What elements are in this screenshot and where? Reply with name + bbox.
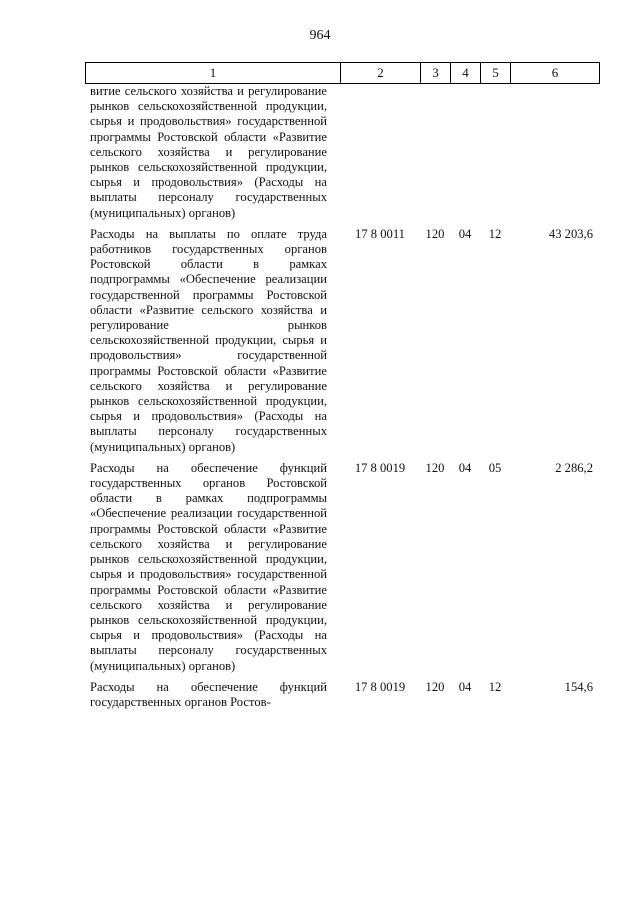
row-rz: 04 <box>458 226 472 241</box>
row-description: Расходы на обеспечение функций государственных органов Ростов- <box>90 679 327 709</box>
row-description: Расходы на обеспечение функций государственных органов Ростовской области в рамках подпрограммы «Обеспечение реализации государственной программы Ростовской области «Развитие сельского хозяйства и регулирование рынков сельскохозяйственной продукции, сырья и продовольствия» государственной программы Ростовской области «Развитие сельского хозяйства и регулирование рынков сельскохозяйственной продукции, сырья и продовольствия» (Расходы на выплаты персоналу государственных (муниципальных) органов) <box>90 460 327 673</box>
row-rz: 04 <box>458 460 472 475</box>
header-col-1: 1 <box>86 63 341 83</box>
table-row <box>85 680 600 710</box>
row-pr: 12 <box>488 679 502 694</box>
row-vr: 120 <box>425 460 445 475</box>
table-row <box>85 84 600 221</box>
header-col-3: 3 <box>421 63 451 83</box>
header-col-2: 2 <box>341 63 421 83</box>
row-rz <box>450 84 480 221</box>
row-pr: 12 <box>488 226 502 241</box>
row-description: Расходы на выплаты по оплате труда работников государственных органов Ростовской области в рамках подпрограммы «Обеспечение реализации государственной программы Ростовской области «Развитие сельского хозяйства и регулирование рынков сельскохозяйственной продукции, сырья и продовольствия» государственной программы Ростовской области «Развитие сельского хозяйства и регулирование рынков сельскохозяйственной продукции, сырья и продовольствия» (Расходы на выплаты персоналу государственных (муниципальных) органов) <box>90 226 327 454</box>
row-code <box>340 84 420 221</box>
row-sum <box>510 84 593 221</box>
row-code: 17 8 0019 <box>354 460 406 475</box>
table-header <box>85 62 600 84</box>
header-col-5: 5 <box>481 63 511 83</box>
row-code: 17 8 0011 <box>355 226 405 241</box>
row-sum: 154,6 <box>564 679 593 694</box>
row-sum: 2 286,2 <box>555 460 593 475</box>
row-rz: 04 <box>458 679 472 694</box>
row-pr <box>480 84 510 221</box>
row-pr: 05 <box>488 460 502 475</box>
row-vr: 120 <box>425 226 445 241</box>
page-number: 964 <box>309 28 331 43</box>
table-body <box>85 84 600 716</box>
row-description: витие сельского хозяйства и регулирование рынков сельскохозяйственной продукции, сырья и продовольствия» государственной программы Ростовской области «Развитие сельского хозяйства и регулирование рынков сельскохозяйственной продукции, сырья и продовольствия» (Расходы на выплаты персоналу государственных (муниципальных) органов) <box>90 84 327 220</box>
row-vr: 120 <box>425 679 445 694</box>
row-vr <box>420 84 450 221</box>
row-code: 17 8 0019 <box>354 679 406 694</box>
table-row <box>85 461 600 674</box>
header-col-4: 4 <box>451 63 481 83</box>
table-row <box>85 227 600 455</box>
header-col-6: 6 <box>551 65 559 80</box>
row-sum: 43 203,6 <box>548 226 593 241</box>
